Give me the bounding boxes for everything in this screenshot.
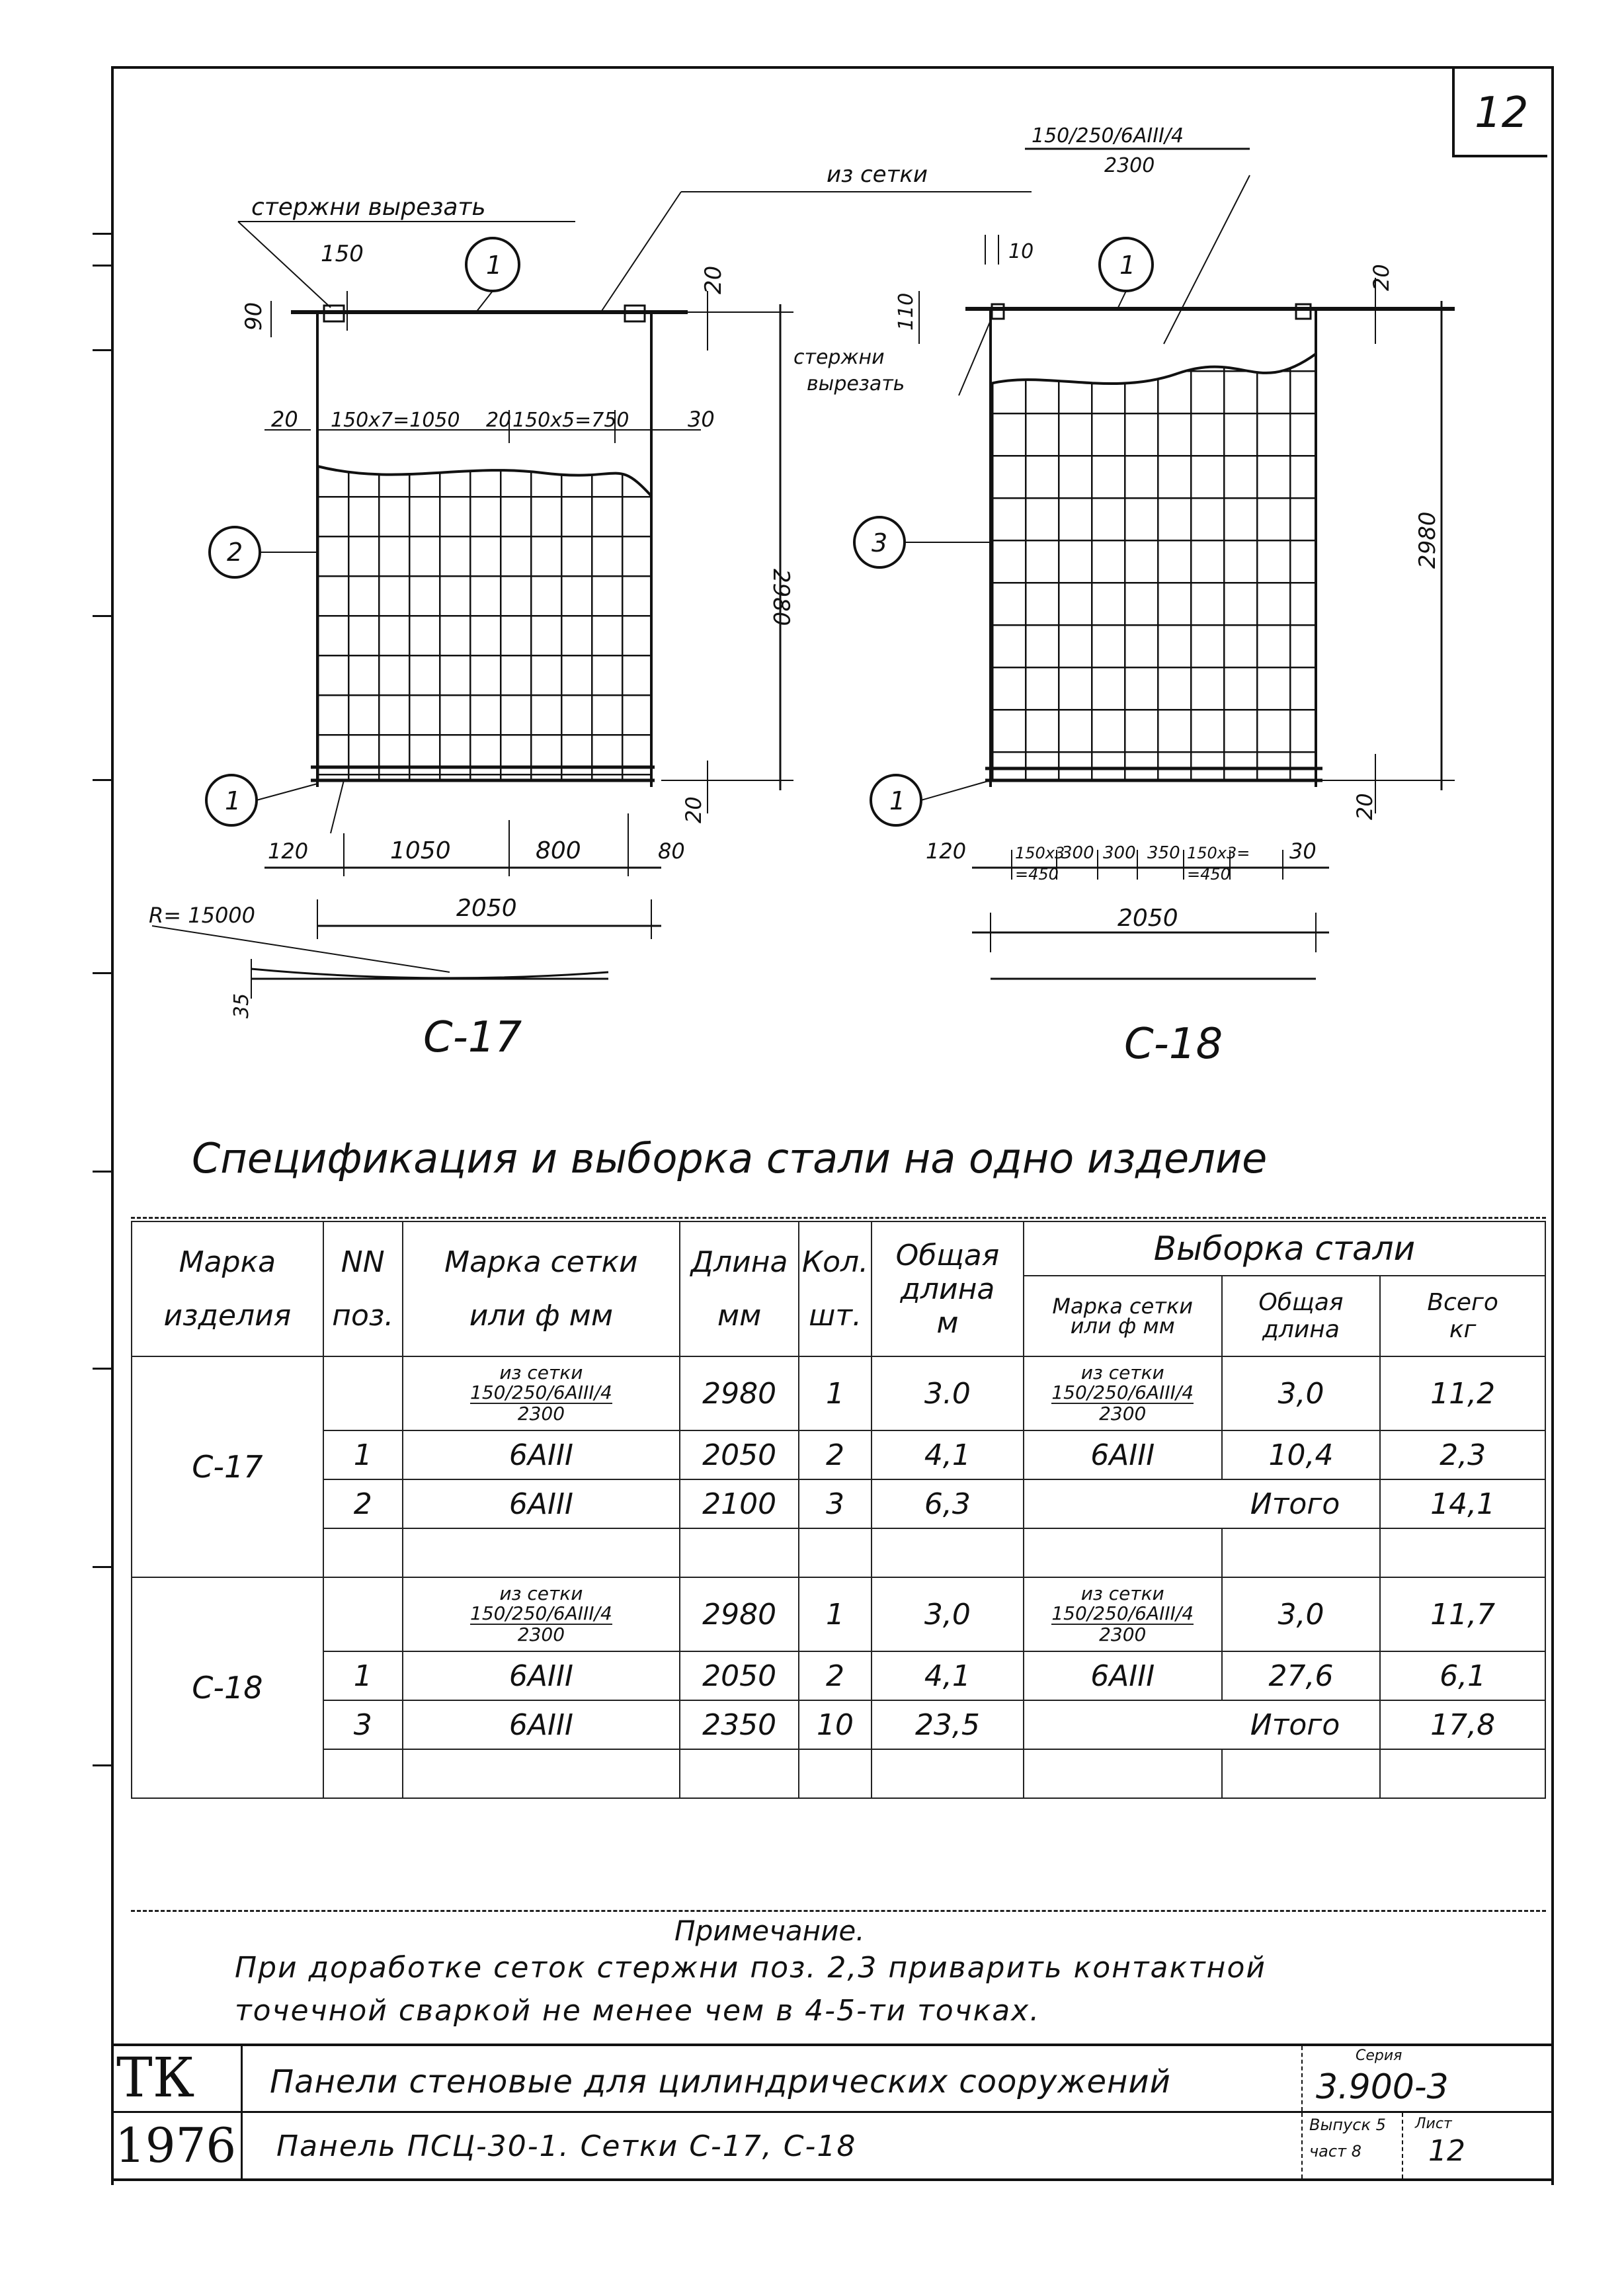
cell-qty: 1 xyxy=(799,1577,872,1651)
margin-tick xyxy=(93,1566,111,1568)
c18-pos1b-label: 1 xyxy=(889,786,906,815)
th-pos-l2: поз. xyxy=(332,1299,394,1333)
th-pos xyxy=(323,1221,403,1356)
th-length-l2: мм xyxy=(717,1299,762,1333)
cell-sel-kg: 6,1 xyxy=(1380,1651,1545,1700)
table-row xyxy=(132,1430,1545,1479)
cell-length: 2350 xyxy=(680,1700,799,1749)
mesh-l1: из сетки xyxy=(499,1362,583,1384)
c18-dim-110: 110 xyxy=(895,292,918,331)
cell-itogo: Итого xyxy=(1024,1479,1380,1528)
stamp-series-box xyxy=(1301,2046,1555,2111)
th-mesh-l1: Марка сетки xyxy=(444,1245,638,1279)
c17-callout-cut: стержни вырезать xyxy=(251,194,486,221)
cell-mesh xyxy=(403,1356,680,1430)
drawing-c17 xyxy=(152,222,793,999)
cell-mesh: 6АIII xyxy=(403,1430,680,1479)
c17-dim-20-mid: 20 xyxy=(486,409,512,432)
cell-sel-mesh: 6АIII xyxy=(1024,1430,1222,1479)
th-total-l2: длина xyxy=(900,1272,995,1306)
cell-sel-total: 3,0 xyxy=(1222,1356,1381,1430)
c18-dim-300b: 300 xyxy=(1103,843,1136,863)
th-qty-l2: шт. xyxy=(809,1299,862,1333)
th-sel-kg-l1: Всего xyxy=(1427,1289,1498,1316)
stamp-issue-label: Выпуск 5 xyxy=(1309,2116,1386,2134)
stamp-part-label: част 8 xyxy=(1309,2142,1361,2161)
table-row xyxy=(132,1356,1545,1430)
c17-pos2-label: 2 xyxy=(227,538,243,567)
cell-sel-kg: 17,8 xyxy=(1380,1700,1545,1749)
mesh-l2: 150/250/6АIII/4 xyxy=(470,1602,612,1624)
table-row xyxy=(132,1651,1545,1700)
note-title: Примечание. xyxy=(674,1915,865,1947)
c17-dim-120: 120 xyxy=(268,839,309,864)
stamp-org: ТК xyxy=(116,2047,195,2110)
note-line-1: При доработке сеток стержни поз. 2,3 приварить контактной xyxy=(235,1951,1266,1985)
c18-pos3-label: 3 xyxy=(872,528,888,558)
note-line-2: точечной сваркой не менее чем в 4-5-ти точках. xyxy=(235,1994,1041,2028)
th-sel-total xyxy=(1222,1276,1381,1356)
stamp-series-value: 3.900-3 xyxy=(1316,2067,1449,2107)
cell-length: 2100 xyxy=(680,1479,799,1528)
th-selection: Выборка стали xyxy=(1024,1221,1545,1276)
c18-dim-10: 10 xyxy=(1008,240,1034,263)
c18-dim-120: 120 xyxy=(926,839,967,864)
th-pos-l1: NN xyxy=(341,1245,385,1279)
th-mesh-l2: или ф мм xyxy=(469,1299,614,1333)
th-length xyxy=(680,1221,799,1356)
cell-length: 2050 xyxy=(680,1430,799,1479)
c18-pos1-label: 1 xyxy=(1119,251,1136,280)
cell-total-length: 4,1 xyxy=(872,1651,1024,1700)
stamp-sheet-value: 12 xyxy=(1428,2134,1465,2168)
c18-dim-300a: 300 xyxy=(1061,843,1094,863)
stamp-sheet-divider xyxy=(1402,2113,1404,2178)
th-qty xyxy=(799,1221,872,1356)
th-sel-total-l1: Общая xyxy=(1258,1289,1344,1316)
c17-dim-1050: 1050 xyxy=(390,837,451,864)
c17-pos1-label: 1 xyxy=(486,251,503,280)
c17-radius: R= 15000 xyxy=(149,903,256,928)
c18-dim-chain-a: 150x3 xyxy=(1015,844,1065,862)
stamp-year: 1976 xyxy=(115,2118,237,2173)
cell-sel-mesh: 6АIII xyxy=(1024,1651,1222,1700)
cell-sel-total: 10,4 xyxy=(1222,1430,1381,1479)
c18-dim-height: 2980 xyxy=(1414,511,1441,569)
c18-mesh-label-top: 150/250/6АIII/4 xyxy=(1032,124,1184,147)
mesh-l3: 2300 xyxy=(517,1624,565,1645)
cell-mesh xyxy=(403,1577,680,1651)
table-header-row xyxy=(132,1221,1545,1276)
c18-title: С-18 xyxy=(1124,1020,1223,1069)
cell-itogo: Итого xyxy=(1024,1700,1380,1749)
c17-dim-20-bottom: 20 xyxy=(681,796,706,823)
cell-pos: 3 xyxy=(323,1700,403,1749)
c18-from-mesh: из сетки xyxy=(827,161,928,188)
mesh-l2: 150/250/6АIII/4 xyxy=(470,1382,612,1403)
cell-sel-kg: 14,1 xyxy=(1380,1479,1545,1528)
cell-pos xyxy=(323,1577,403,1651)
margin-tick xyxy=(93,1368,111,1370)
stamp-sheet-label: Лист xyxy=(1415,2116,1452,2132)
cell-length: 2980 xyxy=(680,1577,799,1651)
table-row xyxy=(132,1700,1545,1749)
c17-dim-2050: 2050 xyxy=(456,895,517,922)
c17-dim-80: 80 xyxy=(658,839,685,864)
th-total-length xyxy=(872,1221,1024,1356)
table-row xyxy=(132,1577,1545,1651)
cell-total-length: 4,1 xyxy=(872,1430,1024,1479)
c17-dim-20-top: 20 xyxy=(700,265,727,294)
mesh-l3: 2300 xyxy=(517,1403,565,1425)
sel-mesh-l2: 150/250/6АIII/4 xyxy=(1051,1602,1194,1624)
cell-sel-kg: 2,3 xyxy=(1380,1430,1545,1479)
stamp-block xyxy=(111,2044,1554,2181)
cell-total-length: 3,0 xyxy=(872,1577,1024,1651)
cell-qty: 3 xyxy=(799,1479,872,1528)
table-row-empty xyxy=(132,1749,1545,1798)
th-total-l3: м xyxy=(936,1305,959,1340)
th-mesh xyxy=(403,1221,680,1356)
cell-sel-mesh xyxy=(1024,1577,1222,1651)
cell-pos: 1 xyxy=(323,1430,403,1479)
c18-callout-cut-1: стержни xyxy=(793,346,885,369)
c17-dim-800: 800 xyxy=(536,837,581,864)
th-mark-l2: изделия xyxy=(163,1299,292,1333)
cell-total-length: 23,5 xyxy=(872,1700,1024,1749)
cell-total-length: 3.0 xyxy=(872,1356,1024,1430)
c18-callout-cut-2: вырезать xyxy=(807,372,905,395)
cell-sel-total: 3,0 xyxy=(1222,1577,1381,1651)
cell-sel-kg: 11,7 xyxy=(1380,1577,1545,1651)
sel-mesh-l1: из сетки xyxy=(1080,1362,1164,1384)
table-row-empty xyxy=(132,1528,1545,1577)
cell-total-length: 6,3 xyxy=(872,1479,1024,1528)
sheet-number: 12 xyxy=(1475,89,1529,138)
c18-mesh-label-bottom: 2300 xyxy=(1104,154,1155,177)
stamp-series-label: Серия xyxy=(1356,2047,1402,2064)
cell-qty: 10 xyxy=(799,1700,872,1749)
cell-qty: 1 xyxy=(799,1356,872,1430)
c17-dim-35: 35 xyxy=(230,993,253,1018)
c18-dim-20-top: 20 xyxy=(1369,264,1394,291)
th-length-l1: Длина xyxy=(690,1245,788,1279)
th-mark xyxy=(132,1221,323,1356)
cell-mesh: 6АIII xyxy=(403,1700,680,1749)
c18-dim-350: 350 xyxy=(1147,843,1180,863)
sel-mesh-l2: 150/250/6АIII/4 xyxy=(1051,1382,1194,1403)
cell-length: 2050 xyxy=(680,1651,799,1700)
c17-dim-30: 30 xyxy=(688,407,715,432)
c18-dim-chain-a2: =450 xyxy=(1015,865,1059,884)
c17-pos1b-label: 1 xyxy=(225,786,241,815)
c18-dim-chain-b: 150x3= xyxy=(1187,844,1250,862)
sel-mesh-l3: 2300 xyxy=(1099,1403,1147,1425)
th-sel-mesh-l1: Марка сетки xyxy=(1052,1294,1194,1319)
cell-pos: 2 xyxy=(323,1479,403,1528)
cell-qty: 2 xyxy=(799,1430,872,1479)
th-mark-l1: Марка xyxy=(179,1245,276,1279)
c17-dim-chain-top2: 150x5=750 xyxy=(512,409,629,432)
spec-table xyxy=(131,1221,1546,1799)
c17-dim-chain-top: 150x7=1050 xyxy=(331,409,460,432)
cell-pos: 1 xyxy=(323,1651,403,1700)
note-rule xyxy=(131,1910,1546,1912)
cell-sel-kg: 11,2 xyxy=(1380,1356,1545,1430)
c17-mark-cell: С-17 xyxy=(132,1356,323,1577)
cell-mesh: 6АIII xyxy=(403,1479,680,1528)
stamp-subtitle: Панель ПСЦ-30-1. Сетки С-17, С-18 xyxy=(276,2129,857,2163)
c18-dim-chain-b2: =450 xyxy=(1187,865,1231,884)
cell-mesh: 6АIII xyxy=(403,1651,680,1700)
cell-pos xyxy=(323,1356,403,1430)
c18-dim-2050: 2050 xyxy=(1117,905,1178,932)
c17-dim-20-left: 20 xyxy=(271,407,298,432)
table-row xyxy=(132,1479,1545,1528)
th-total-l1: Общая xyxy=(895,1238,1000,1272)
th-sel-total-l2: длина xyxy=(1262,1316,1340,1343)
c17-dim-90: 90 xyxy=(241,302,267,331)
sel-mesh-l1: из сетки xyxy=(1080,1583,1164,1604)
th-sel-mesh xyxy=(1024,1276,1222,1356)
mesh-l1: из сетки xyxy=(499,1583,583,1604)
cell-sel-mesh xyxy=(1024,1356,1222,1430)
stamp-issue-box xyxy=(1301,2113,1555,2178)
cell-qty: 2 xyxy=(799,1651,872,1700)
cell-sel-total: 27,6 xyxy=(1222,1651,1381,1700)
th-sel-kg xyxy=(1380,1276,1545,1356)
c18-mark-cell: С-18 xyxy=(132,1577,323,1798)
c17-dim-150: 150 xyxy=(321,241,364,267)
th-sel-kg-l2: кг xyxy=(1449,1316,1477,1343)
th-sel-mesh-l2: или ф мм xyxy=(1070,1313,1175,1339)
stamp-title: Панели стеновые для цилиндрических сооружений xyxy=(270,2063,1171,2100)
th-qty-l1: Кол. xyxy=(801,1245,869,1279)
c17-title: С-17 xyxy=(423,1013,522,1062)
c18-dim-30: 30 xyxy=(1289,839,1317,864)
margin-tick xyxy=(93,1764,111,1766)
c17-dim-height: 2980 xyxy=(768,569,794,626)
sel-mesh-l3: 2300 xyxy=(1099,1624,1147,1645)
cell-length: 2980 xyxy=(680,1356,799,1430)
spec-title: Спецификация и выборка стали на одно изделие xyxy=(192,1134,1268,1182)
c18-dim-20-bottom: 20 xyxy=(1352,793,1377,820)
